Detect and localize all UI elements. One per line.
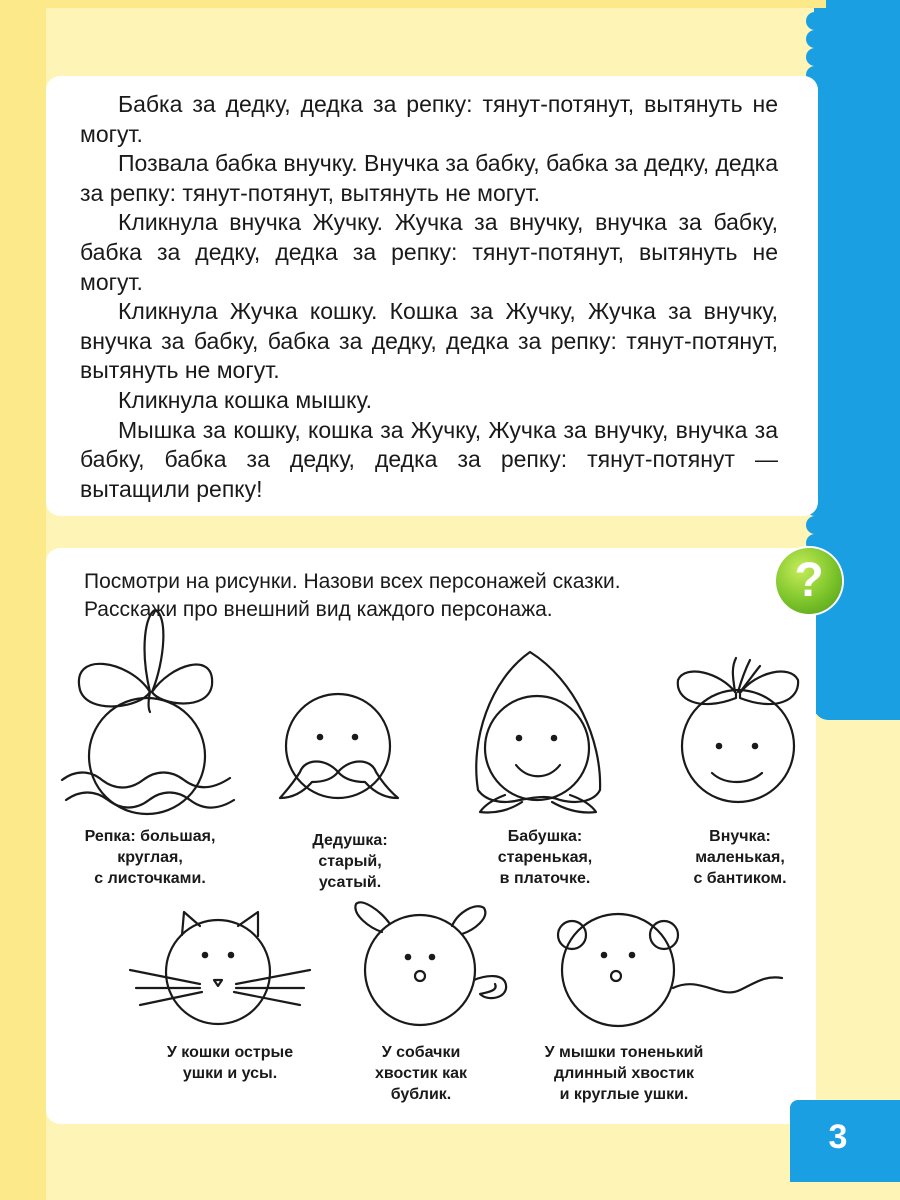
page-number: 3: [828, 1118, 848, 1156]
caption-mouse: У мышки тоненький длинный хвостик и круглые ушки.: [544, 1044, 704, 1103]
caption-granddaughter: Внучка: маленькая, с бантиком.: [693, 828, 787, 887]
story-paragraph: Кликнула внучка Жучку. Жучка за внучку, внучка за бабку, бабка за дедку, дедка за репку: тянут-потянут, вытянуть не могут.: [80, 209, 778, 295]
grandma-drawing: [476, 652, 600, 813]
story-paragraph: Кликнула Жучка кошку. Кошка за Жучку, Жучка за внучку, внучка за бабку, бабка за дедку, дедка за репку: тянут-потянут, вытянуть не могут.: [80, 298, 778, 384]
task-line: Расскажи про внешний вид каждого персонажа.: [84, 598, 553, 621]
grandpa-drawing: [280, 694, 398, 798]
task-line: Посмотри на рисунки. Назови всех персонажей сказки.: [84, 570, 621, 593]
turnip-drawing: [62, 610, 234, 814]
granddaughter-drawing: [678, 658, 798, 802]
story-paragraph: Кликнула кошка мышку.: [118, 386, 373, 413]
caption-turnip: Репка: большая, круглая, с листочками.: [84, 828, 216, 887]
caption-grandma: Бабушка: старенькая, в платочке.: [497, 828, 593, 887]
story-paragraph: Мышка за кошку, кошка за Жучку, Жучка за внучку, внучка за бабку, бабка за дедку, дедка за репку: тянут-потянут — вытащили репку!: [80, 416, 778, 502]
story-paragraph: Бабка за дедку, дедка за репку: тянут-потянут, вытянуть не могут.: [80, 91, 778, 147]
mouse-drawing: [558, 914, 782, 1026]
caption-dog: У собачки хвостик как бублик.: [374, 1044, 468, 1103]
caption-cat: У кошки острые ушки и усы.: [166, 1044, 294, 1082]
question-icon: ?: [776, 548, 842, 614]
dog-drawing: [355, 902, 506, 1025]
story-paragraph: Позвала бабка внучку. Внучка за бабку, бабка за дедку, дедка за репку: тянут-потянут, вытянуть не могут.: [80, 150, 778, 206]
caption-grandpa: Дедушка: старый, усатый.: [312, 832, 388, 891]
cat-drawing: [130, 912, 310, 1024]
